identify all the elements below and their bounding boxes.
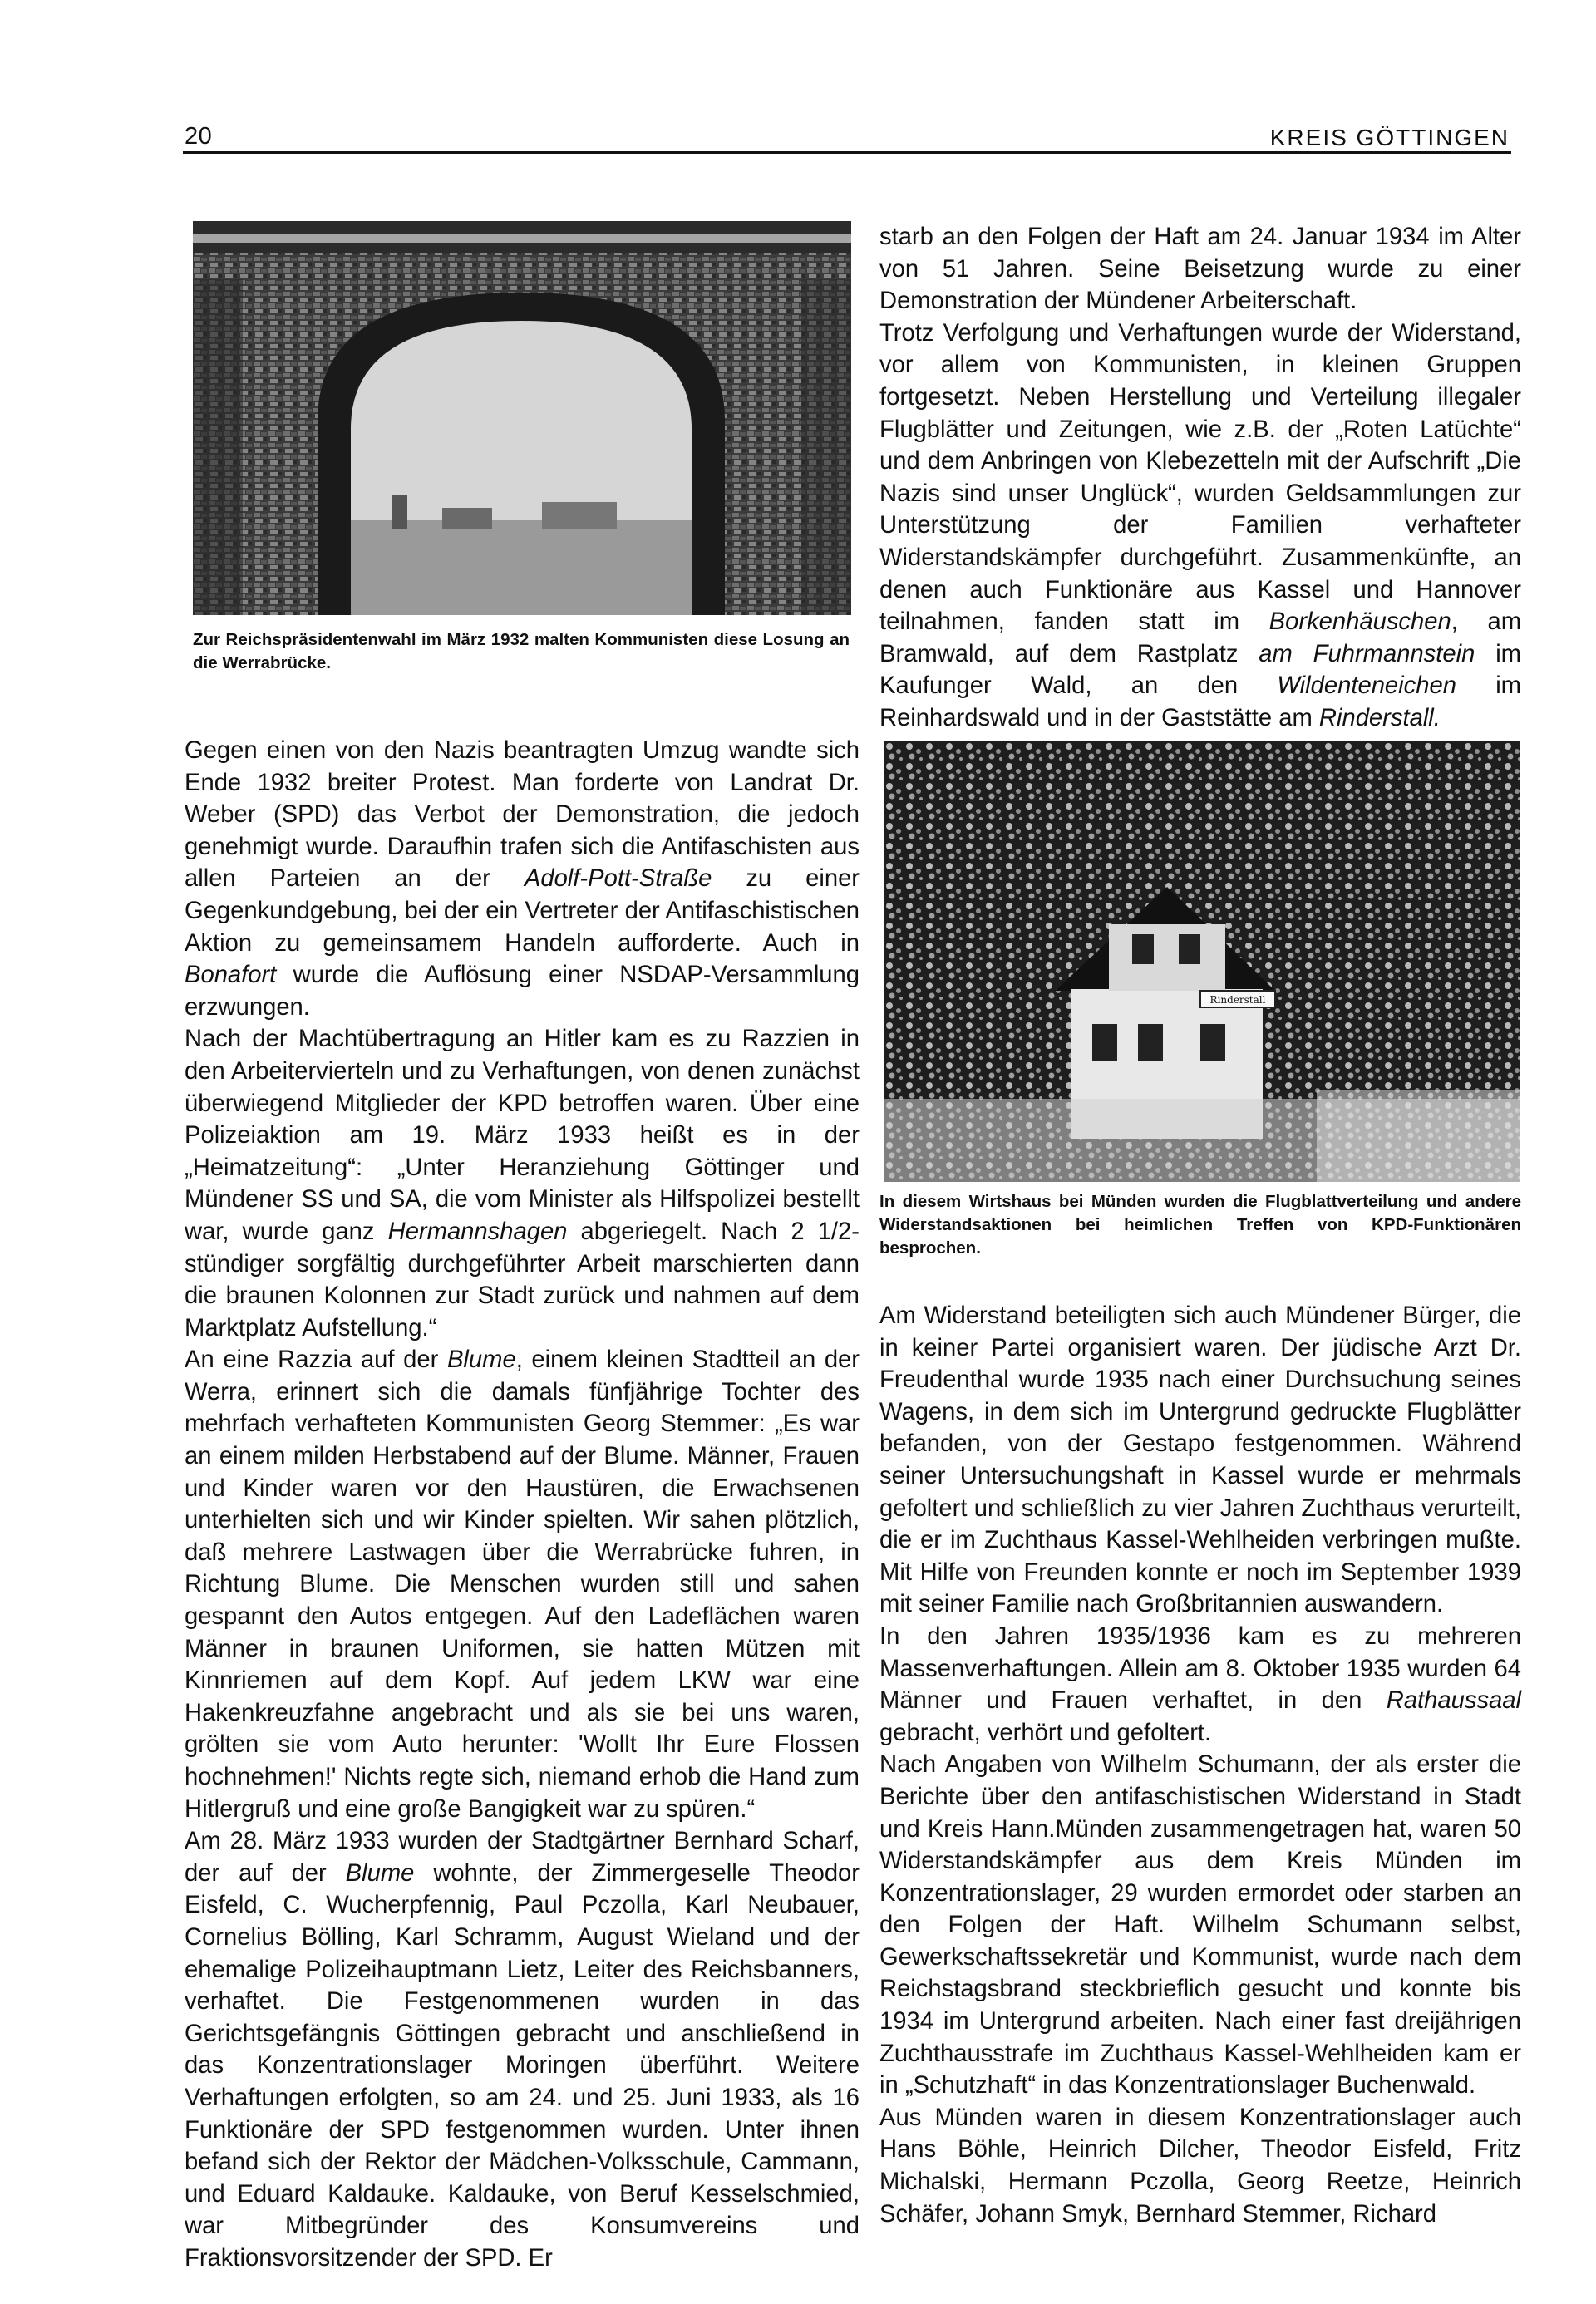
- place-name: Borkenhäuschen: [1268, 608, 1451, 636]
- paragraph: Trotz Verfolgung und Verhaftungen wurde der Widerstand, vor allem von Kommunisten, in kleinen Gruppen fortgesetzt. Neben Herstellung und Verteilung illegaler Flugblätter und Zeitungen, wie z.B. der „Roten Latüchte“ und dem Anbringen von Klebezetteln mit der Aufschrift „Die Nazis sind unser Unglück“, wurden Geldsammlungen zur Unterstützung der Familien verhafteter Widerstandskämpfer durchgeführt. Zusammenkünfte, an denen auch Funktionäre aus Kassel und Hannover teilnahmen, fanden statt im Borkenhäuschen, am Bramwald, auf dem Rastplatz am Fuhrmannstein im Kaufunger Wald, an den Wildenteneichen im Reinhardswald und in der Gaststätte am Rinderstall.: [879, 319, 1522, 731]
- left-column-body: [185, 735, 860, 2275]
- right-column-top: [879, 221, 1521, 735]
- place-name: Rinderstall.: [1318, 704, 1441, 731]
- place-name: Hermannshagen: [387, 1218, 568, 1245]
- paragraph: Am Widerstand beteiligten sich auch Mündener Bürger, die in keiner Partei organisiert waren. Der jüdische Arzt Dr. Freudenthal wurde 1935 nach einer Durchsuchung seines Wagens, in dem sich im Untergrund gedruckte Flugblätter befanden, von der Gestapo festgenommen. Während seiner Untersuchungshaft in Kassel wurde er mehrmals gefoltert und schließlich zu vier Jahren Zuchthaus verurteilt, die er im Zuchthaus Kassel-Wehlheiden verbringen mußte. Mit Hilfe von Freunden konnte er noch im September 1939 mit seiner Familie nach Großbritannien auswandern.: [879, 1302, 1521, 1618]
- right-column-bottom: [879, 1300, 1521, 2230]
- inn-house-image: [884, 741, 1520, 1182]
- paragraph: Aus Münden waren in diesem Konzentrationslager auch Hans Böhle, Heinrich Dilcher, Theodor Eisfeld, Fritz Michalski, Hermann Pczolla, Georg Reetze, Heinrich Schäfer, Johann Smyk, Bernhard Stemmer, Richard: [879, 2104, 1521, 2228]
- paragraph: Gegen einen von den Nazis beantragten Umzug wandte sich Ende 1932 breiter Protest. Man forderte von Landrat Dr. Weber (SPD) das Verbot der Demonstration, die jedoch genehmigt wurde. Daraufhin trafen sich die Antifaschisten aus allen Parteien an der Adolf-Pott-Straße zu einer Gegenkundgebung, bei der ein Vertreter der Antifaschistischen Aktion zu gemeinsamem Handeln aufforderte. Auch in Bonafort wurde die Auflösung einer NSDAP-Versammlung erzwungen.: [185, 737, 860, 1021]
- caption-text: In diesem Wirtshaus bei Münden wurden die Flugblattverteilung und andere Widerstandsaktionen bei heimlichen Treffen von KPD-Funktionären besprochen.: [879, 1192, 1521, 1258]
- bridge-photo: [193, 221, 851, 615]
- running-head: KREIS GÖTTINGEN: [1269, 125, 1510, 150]
- figure-caption-bridge: [193, 628, 850, 675]
- place-name: Blume: [446, 1346, 516, 1374]
- paragraph: In den Jahren 1935/1936 kam es zu mehreren Massenverhaftungen. Allein am 8. Oktober 1935 wurden 64 Männer und Frauen verhaftet, in den Rathaussaal gebracht, verhört und gefoltert.: [879, 1622, 1521, 1746]
- caption-text: Zur Reichspräsidentenwahl im März 1932 malten Kommunisten diese Losung an die Werrabrücke.: [193, 630, 850, 672]
- paragraph: An eine Razzia auf der Blume, einem kleinen Stadtteil an der Werra, erinnert sich die damals fünfjährige Tochter des mehrfach verhafteten Kommunisten Georg Stemmer: „Es war an einem milden Herbstabend auf der Blume. Männer, Frauen und Kinder waren vor den Haustüren, die Erwachsenen unterhielten sich und wir Kinder spielten. Wir sahen plötzlich, daß mehrere Lastwagen über die Werrabrücke fuhren, in Richtung Blume. Die Menschen wurden still und sahen gespannt den Autos entgegen. Auf den Ladeflächen waren Männer in braunen Uniformen, sie hatten Mützen mit Kinnriemen auf dem Kopf. Auf jedem LKW war eine Hakenkreuzfahne angebracht und als sie bei uns waren, grölten sie vom Auto herunter: 'Wollt Ihr Eure Flossen hochnehmen!' Nichts regte sich, niemand erhob die Hand zum Hitlergruß und eine große Bangigkeit war zu spüren.“: [185, 1346, 860, 1823]
- place-name: Wildenteneichen: [1277, 672, 1456, 700]
- place-name: Adolf-Pott-Straße: [524, 865, 712, 893]
- paragraph: Nach Angaben von Wilhelm Schumann, der als erster die Berichte über den antifaschistischen Widerstand in Stadt und Kreis Hann.Münden zusammengetragen hat, waren 50 Widerstandskämpfer aus dem Kreis Münden im Konzentrationslager, 29 wurden ermordet oder starben an den Folgen der Haft. Wilhelm Schumann selbst, Gewerkschaftssekretär und Kommunist, wurde nach dem Reichstagsbrand steckbrieflich gesucht und konnte bis 1934 im Untergrund arbeiten. Nach einer fast dreijährigen Zuchthausstrafe im Zuchthaus Kassel-Wehlheiden kam er in „Schutzhaft“ in das Konzentrationslager Buchenwald.: [879, 1751, 1521, 2100]
- bridge-arch-image: [193, 221, 851, 615]
- place-name: am Fuhrmannstein: [1259, 640, 1475, 667]
- inn-photo: [884, 741, 1520, 1182]
- inn-sign: Rinderstall: [1209, 994, 1266, 1006]
- paragraph: Nach der Machtübertragung an Hitler kam es zu Razzien in den Arbeitervierteln und zu Verhaftungen, von denen zunächst überwiegend Mitglieder der KPD betroffen waren. Über eine Polizeiaktion am 19. März 1933 heißt es in der „Heimatzeitung“: „Unter Heranziehung Göttinger und Mündener SS und SA, die vom Minister als Hilfspolizei bestellt war, wurde ganz Hermannshagen abgeriegelt. Nach 2 1/2-stündiger sorgfältig durchgeführter Arbeit marschierten dann die braunen Kolonnen zur Stadt zurück und nahmen auf dem Marktplatz Aufstellung.“: [185, 1026, 860, 1342]
- place-name: Bonafort: [185, 962, 277, 989]
- header-rule: [183, 151, 1511, 154]
- place-name: Rathaussaal: [1386, 1687, 1521, 1715]
- figure-caption-inn: [879, 1190, 1521, 1260]
- place-name: Blume: [345, 1859, 415, 1887]
- paragraph: Am 28. März 1933 wurden der Stadtgärtner Bernhard Scharf, der auf der Blume wohnte, der Zimmergeselle Theodor Eisfeld, C. Wucherpfennig, Paul Pczolla, Karl Neubauer, Cornelius Bölling, Karl Schramm, August Wieland und der ehemalige Polizeihauptmann Lietz, Leiter des Reichsbanners, verhaftet. Die Festgenommenen wurden in das Gerichtsgefängnis Göttingen gebracht und anschließend in das Konzentrationslager Moringen überführt. Weitere Verhaftungen erfolgten, so am 24. und 25. Juni 1933, als 16 Funktionäre der SPD festgenommen wurden. Unter ihnen befand sich der Rektor der Mädchen-Volksschule, Cammann, und Eduard Kaldauke. Kaldauke, von Beruf Kesselschmied, war Mitbegründer des Konsumvereins und Fraktionsvorsitzender der SPD. Er: [185, 1828, 860, 2272]
- page-number: 20: [185, 123, 213, 150]
- paragraph: starb an den Folgen der Haft am 24. Januar 1934 im Alter von 51 Jahren. Seine Beisetzung wurde zu einer Demonstration der Mündener Arbeiterschaft.: [879, 224, 1521, 315]
